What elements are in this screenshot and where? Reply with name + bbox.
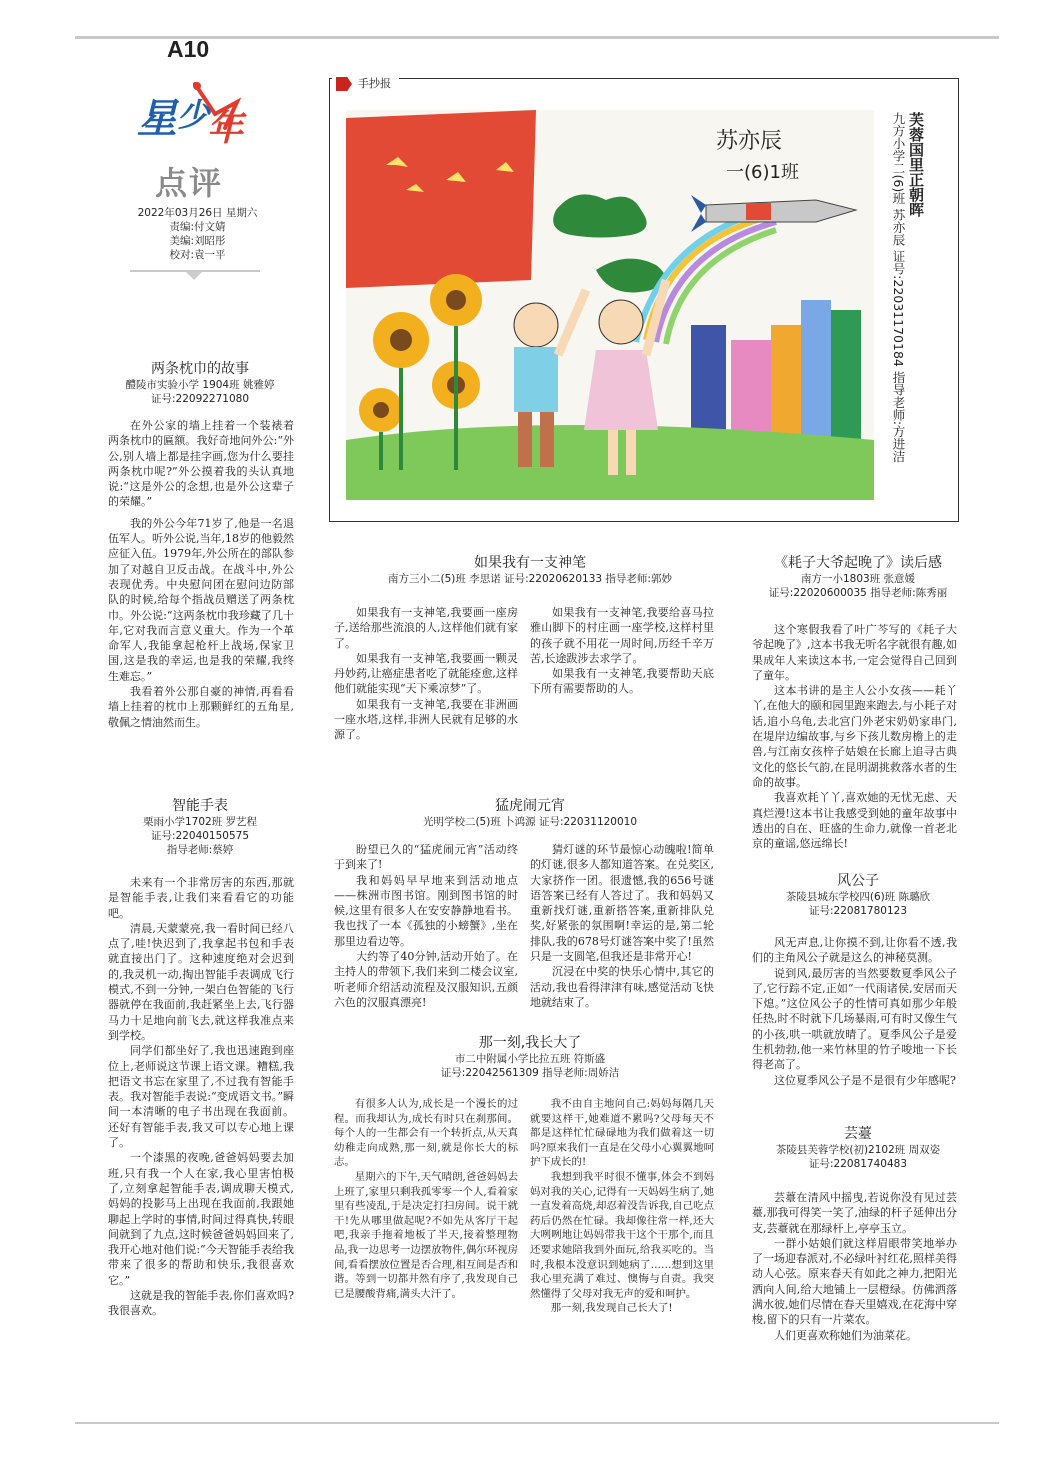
article-byline: 南方一小1803班 张意媛 [800, 573, 916, 585]
article-rapeseed [748, 1125, 968, 1171]
issue-date: 2022年03月26日 星期六 [137, 207, 258, 219]
article-byline: 光明学校二(5)班 卜鸿源 证号:22031120010 [422, 816, 638, 828]
artwork-drawing [346, 110, 874, 500]
article-pillow [105, 360, 295, 406]
paragraph: 猜灯谜的环节最惊心动魄啦!简单的灯谜,很多人都知道答案。在兑奖区,大家挤作一团。很遗憾,我的656号谜语答案已经有人答过了。我和妈妈又重新找灯谜,重新搭答案,重新排队兑奖,好紧张的氛围啊!幸运的是,第二轮排队,我的678号灯谜答案中奖了!虽然只是一支圆笔,但我还是非常开心! [530, 843, 714, 964]
article-id: 证号:22081740483 [808, 1158, 908, 1170]
article-id: 证号:22081780123 [808, 905, 908, 917]
column [530, 605, 714, 755]
artwork-credit: 九方小学二(6)班 苏亦辰 证号:22031170184 指导老师:方进洁 [891, 112, 906, 463]
drawing-class: 一(6)1班 [726, 162, 799, 183]
article-title: 那一刻,我长大了 [478, 1035, 582, 1051]
column [334, 1097, 518, 1412]
paragraph: 如果我有一支神笔,我要在非洲画一座水塔,这样,非洲人民就有足够的水源了。 [334, 697, 518, 742]
paragraph: 沉浸在中奖的快乐心情中,其它的活动,我也看得津津有味,感觉活动飞快地就结束了。 [530, 965, 714, 1009]
article-magic-pen [330, 554, 730, 586]
issue-meta [130, 206, 265, 262]
paragraph: 芸薹在清风中摇曳,若说你没有见过芸薹,那我可得笑一笑了,油绿的杆子延伸出分支,芸薹就在那绿杆上,亭亭玉立。 [752, 1191, 957, 1235]
article-title: 猛虎闹元宵 [495, 798, 565, 814]
article-id: 证号:22040150575 [150, 830, 250, 842]
article-id: 证号:22020600035 指导老师:陈秀丽 [768, 587, 948, 599]
paragraph: 这个寒假我看了叶广芩写的《耗子大爷起晚了》,这本书我无听名字就很有趣,如果成年人来读这本书,一定会觉得自己回到了童年。 [752, 623, 957, 682]
article-teacher: 指导老师:蔡婷 [166, 844, 234, 856]
paragraph: 风无声息,让你摸不到,让你看不透,我们的主角风公子就是这么的神秘莫测。 [752, 936, 957, 965]
article-wind [748, 872, 968, 918]
article-title: 两条枕巾的故事 [151, 361, 249, 377]
drawing-name: 苏亦辰 [716, 129, 783, 154]
column [334, 842, 518, 1022]
paragraph: 大约等了40分钟,活动开始了。在主持人的带领下,我们来到二楼会议室,听老师介绍活动流程及汉服知识,五颜六色的汉服真漂亮! [334, 950, 518, 1009]
page-number: A10 [167, 36, 210, 62]
svg-text:年: 年 [207, 108, 244, 149]
paragraph: 一群小姑娘们就这样眉眼带笑地举办了一场迎春派对,不必绿叶衬红花,照样美得动人心弦。原来春天有如此之神力,把阳光洒向人间,给大地铺上一层橙绿。仿佛洒落满水彼,她们尽情在春天里嬉戏,在花海中穿梭,留下的只有一片菜农。 [752, 1236, 957, 1327]
artwork-tag-label: 手抄报 [358, 77, 391, 90]
paragraph: 盼望已久的“猛虎闹元宵”活动终于到来了! [334, 843, 518, 872]
article-title: 如果我有一支神笔 [474, 555, 586, 571]
article-title: 《耗子大爷起晚了》读后感 [774, 555, 942, 571]
paragraph: 这位夏季风公子是不是很有少年感呢? [774, 1073, 956, 1087]
article-byline: 茶陵县城东学校四(6)班 陈璐欣 [785, 891, 931, 903]
paragraph: 如果我有一支神笔,我要帮助天底下所有需要帮助的人。 [530, 667, 714, 696]
paragraph: 我不由自主地问自己:妈妈每隔几天就要这样干,她难道不累吗?父母每天不都是这样忙忙碌碌地为我们做着这一切吗?原来我们一直是在父母小心翼翼地呵护下成长的! [530, 1098, 714, 1169]
paragraph: 一个漆黑的夜晚,爸爸妈妈要去加班,只有我一个人在家,我心里害怕极了,立刻拿起智能手表,调成聊天模式,妈妈的投影马上出现在我面前,我跟她聊起上学时的事情,时间过得真快,转眼间就到了九点,这时候爸爸妈妈回来了,我开心地对他们说:“今天智能手表给我带来了很多的帮助和快乐,我很喜欢它。” [108, 1151, 294, 1287]
paragraph: 说到风,最厉害的当然要数夏季风公子了,它行踪不定,正如“一代雨诸侯,安居而天下熄。”这位风公子的性情可真如那少年般任热,时不时就下几场暴雨,可有时又像生气的小孩,哄一哄就放晴了。夏季风公子是爱生机勃勃,他一来竹林里的竹子唆地一下长得老高了。 [752, 966, 957, 1072]
paragraph: 这就是我的智能手表,你们喜欢吗?我很喜欢。 [108, 1289, 294, 1318]
article-title: 芸薹 [844, 1126, 872, 1142]
artwork-caption [880, 112, 950, 502]
article-byline: 醴陵市实验小学 1904班 姚雅婷 [125, 379, 275, 391]
paragraph: 未来有一个非常厉害的东西,那就是智能手表,让我们来看看它的功能吧。 [108, 876, 294, 920]
article-body [334, 842, 714, 1022]
editor: 责编:付文婧 [169, 221, 226, 233]
bottom-rule [75, 1422, 999, 1424]
article-byline: 南方三小二(5)班 李思诺 证号:22020620133 指导老师:郭妙 [388, 573, 672, 585]
proofreader: 校对:袁一平 [169, 249, 226, 261]
paragraph: 那一刻,我发现自己长大了! [550, 1302, 673, 1315]
top-rule [75, 36, 999, 39]
article-body [108, 418, 294, 730]
art-editor: 美编:刘昭彤 [169, 235, 226, 247]
article-watch [105, 797, 295, 857]
article-body [334, 605, 714, 755]
section-title: 点评 [155, 164, 224, 202]
article-body [334, 1097, 714, 1412]
article-body [752, 622, 957, 851]
article-body [752, 935, 957, 1088]
paragraph: 如果我有一支神笔,我要给喜马拉雅山脚下的村庄画一座学校,这样村里的孩子就不用花一周时间,历经千辛万苦,长途跋涉去求学了。 [530, 606, 714, 665]
paragraph: 我看着外公那自豪的神情,再看看墙上挂着的枕巾上那颗鲜红的五角星,敬佩之情油然而生。 [108, 685, 294, 729]
paragraph: 我喜欢耗丫丫,喜欢她的无忧无虑、天真烂漫!这本书让我感受到她的童年故事中透出的自在、旺盛的生命力,就像一首老北京的童谣,悠远绵长! [752, 791, 957, 851]
paragraph: 有很多人认为,成长是一个漫长的过程。而我却认为,成长有时只在刹那间。每个人的一生都会有一个转折点,从天真幼稚走向成熟,那一刻,就是你长大的标志。 [334, 1098, 518, 1169]
artwork-tag [332, 75, 399, 93]
svg-text:少: 少 [177, 96, 210, 134]
article-byline: 栗雨小学1702班 罗艺程 [142, 816, 258, 828]
paragraph: 人们更喜欢称她们为油菜花。 [774, 1328, 917, 1342]
paragraph: 我的外公今年71岁了,他是一名退伍军人。听外公说,当年,18岁的他毅然应征入伍。1979年,外公所在的部队参加了对越自卫反击战。在战斗中,外公表现优秀。中央慰问团在慰问边防部队的时候,给每个指战员赠送了两条枕巾。外公说:“这两条枕巾我珍藏了几十年,它对我而言意义重大。作为一个革命军人,我能拿起枪杆上战场,保家卫国,这是我的幸运,也是我的荣耀,我终生难忘。” [108, 516, 294, 683]
artwork-title: 芙蓉国里正朝晖 [907, 112, 925, 217]
down-triangle-icon [186, 272, 202, 280]
brand-logo [137, 80, 257, 150]
article-id: 证号:22092271080 [150, 393, 250, 405]
article-body [752, 1190, 957, 1343]
paragraph: 如果我有一支神笔,我要画一座房子,送给那些流浪的人,这样他们就有家了。 [334, 606, 518, 650]
article-lantern [330, 797, 730, 829]
article-body [108, 875, 294, 1319]
article-book-review [748, 554, 968, 600]
column [530, 842, 714, 1022]
column [334, 605, 518, 755]
tag-arrow-icon [336, 77, 352, 91]
article-byline: 茶陵县芙蓉学校(初)2102班 周双姿 [775, 1144, 941, 1156]
svg-text:星: 星 [137, 96, 177, 142]
article-title: 智能手表 [172, 798, 228, 814]
paragraph: 星期六的下午,天气晴朗,爸爸妈妈去上班了,家里只剩我孤零零一个人,看着家里有些凌乱,于是决定打扫房间。说干就干!先从哪里做起呢?不如先从客厅干起吧,我亲手拖着地板了半天,接着整理物品,我一边思考一边摆放物件,偶尔环视房间,看看摆放位置是否合理,相互间是否和谐。等到一切都井然有序了,我发现自己已是腰酸背痛,满头大汗了。 [334, 1170, 518, 1300]
column [530, 1097, 714, 1412]
paragraph: 我和妈妈早早地来到活动地点——株洲市图书馆。刚到图书馆的时候,这里有很多人在安安静静地看书。我也找了一本《孤独的小螃蟹》,坐在那里边看边等。 [334, 873, 518, 948]
paragraph: 我想到我平时很不懂事,体会不到妈妈对我的关心,记得有一天妈妈生病了,她一直发着高烧,却忍着没告诉我,自己吃点药后仍然在忙碌。我却像往常一样,还大大咧咧地让妈妈带我干这个干那个,而且还要求她陪我到外面玩,给我买吃的。当时,我根本没意识到她病了……想到这里我心里充满了难过、懊悔与自责。我突然懂得了父母对我无声的爱和呵护。 [530, 1170, 714, 1300]
paragraph: 在外公家的墙上挂着一个装裱着两条枕巾的匾额。我好奇地问外公:“外公,别人墙上都是挂字画,您为什么要挂两条枕巾呢?”外公摸着我的头认真地说:“这是外公的念想,也是外公这辈子的荣耀。” [108, 419, 294, 509]
article-id: 证号:22042561309 指导老师:周娇洁 [440, 1067, 620, 1079]
paragraph: 清晨,天蒙蒙亮,我一看时间已经八点了,哇!快迟到了,我拿起书包和手表就直接出门了。这种速度绝对会迟到的,我灵机一动,掏出智能手表调成飞行模式,不到一分钟,一架白色智能的飞行器就停在我面前,我赶紧坐上去,飞行器马力十足地向前飞去,就这样我准点来到学校。 [108, 921, 294, 1042]
paragraph: 同学们都坐好了,我也迅速跑到座位上,老师说这节课上语文课。糟糕,我把语文书忘在家里了,不过我有智能手表。我对智能手表说:“变成语文书。”瞬间一本清晰的电子书出现在我面前。还好有智能手表,我又可以专心地上课了。 [108, 1044, 294, 1150]
article-title: 风公子 [837, 873, 879, 889]
article-grew-up [330, 1034, 730, 1080]
paragraph: 这本书讲的是主人公小女孩——耗丫丫,在他大的颐和园里跑来跑去,与小耗子对话,追小乌龟,去北宫门外老宋奶奶家串门,在堤岸边编故事,与乡下孩儿数房檐上的走兽,与江南女孩梓子姑娘在长廊上追寻古典文化的悠长气韵,在昆明湖挑救落水者的生命的故事。 [752, 684, 957, 789]
paragraph: 如果我有一支神笔,我要画一颗灵丹妙药,让癌症患者吃了就能痊愈,这样他们就能实现“天下乘凉梦”了。 [334, 651, 518, 696]
article-byline: 市二中附属小学比拉五班 符斯盛 [454, 1053, 606, 1065]
